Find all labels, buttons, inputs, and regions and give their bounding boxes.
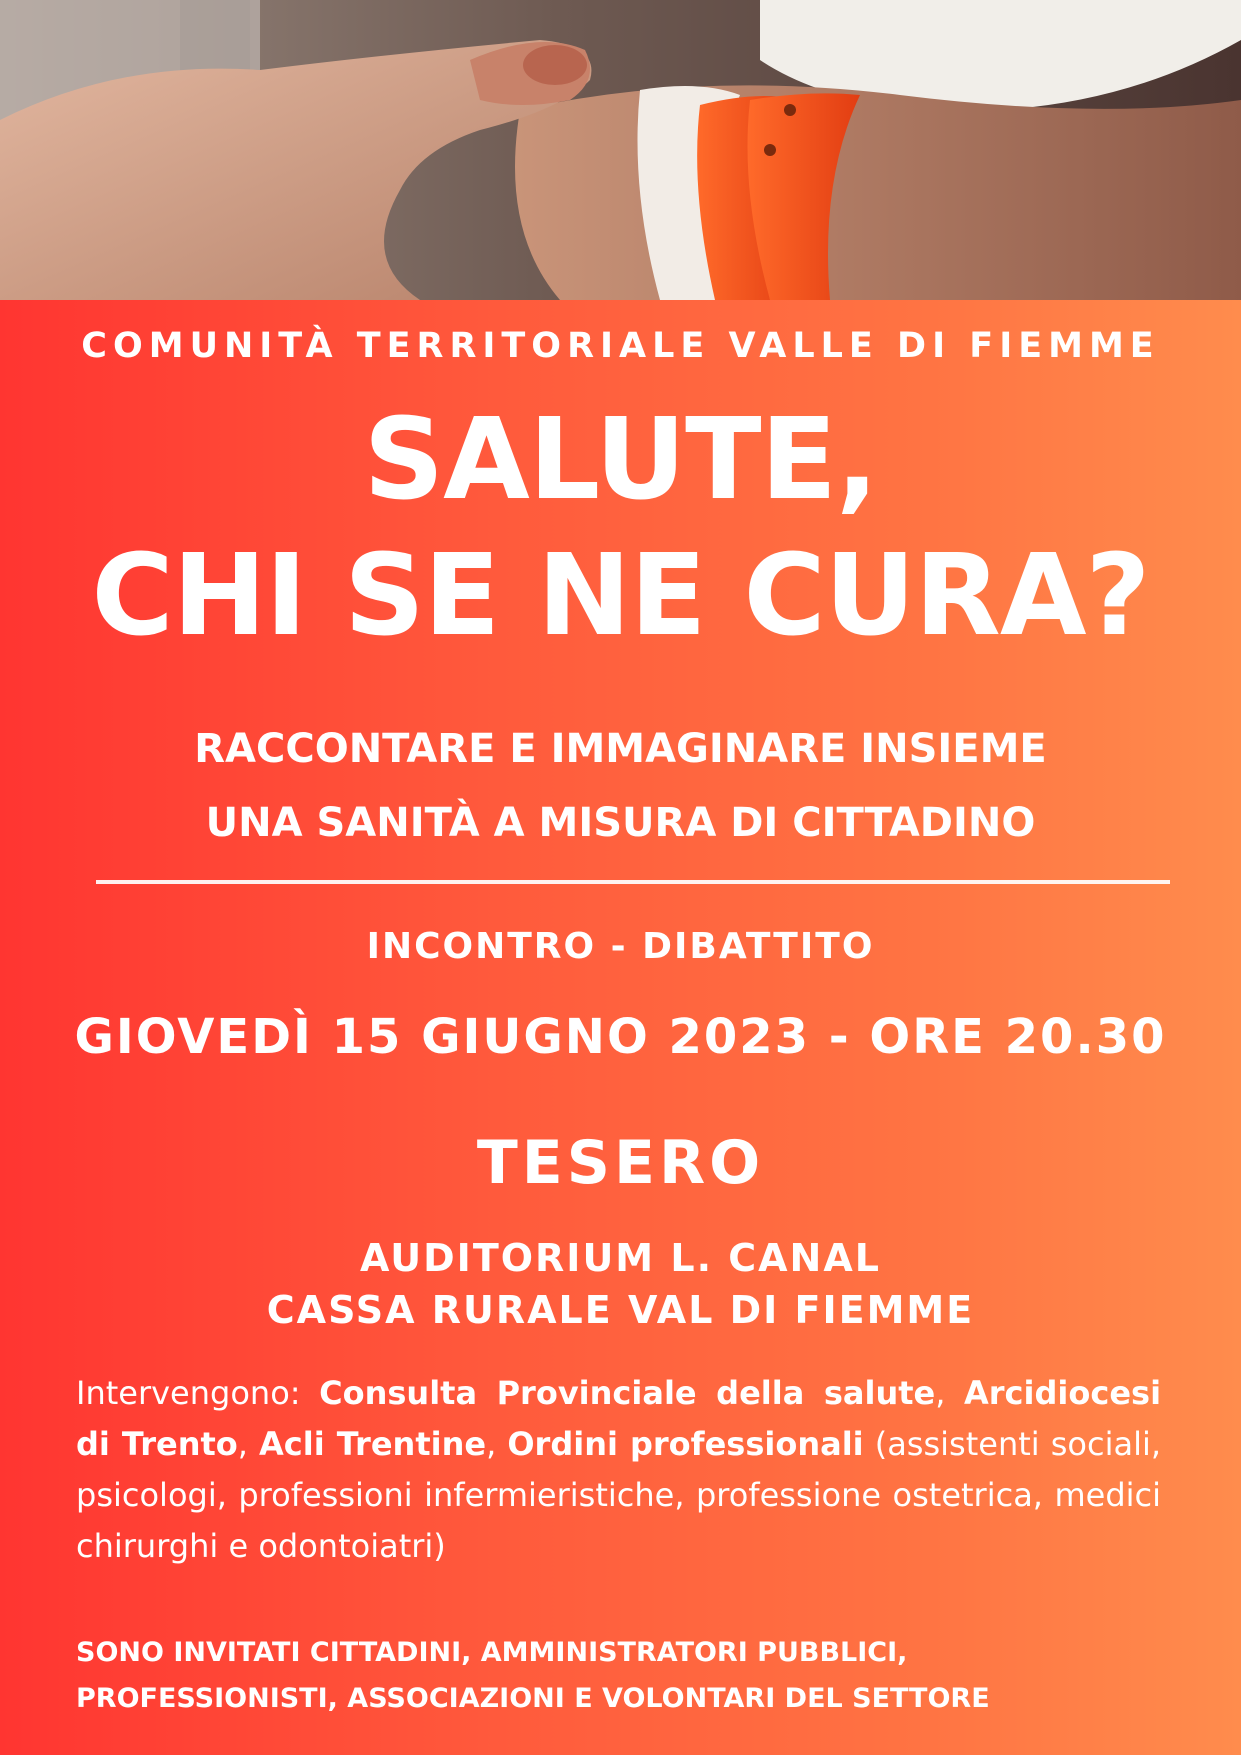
venue-line-2: CASSA RURALE VAL DI FIEMME — [266, 1288, 975, 1332]
venue-line-1: AUDITORIUM L. CANAL — [360, 1236, 881, 1280]
event-datetime: GIOVEDÌ 15 GIUGNO 2023 - ORE 20.30 — [74, 1009, 1167, 1065]
invite-line-1: SONO INVITATI CITTADINI, AMMINISTRATORI PUBBLICI, — [76, 1637, 908, 1668]
invitation-note — [76, 1630, 1176, 1722]
speakers-separator: , — [486, 1425, 508, 1463]
invite-line-2: PROFESSIONISTI, ASSOCIAZIONI E VOLONTARI DEL SETTORE — [76, 1683, 990, 1714]
speaker-consulta: Consulta Provinciale della salute — [319, 1374, 936, 1412]
speaker-acli: Acli Trentine — [259, 1425, 487, 1463]
event-city: TESERO — [476, 1128, 765, 1198]
subtitle — [0, 712, 1241, 860]
speakers-details: (assistenti sociali, psicologi, professioni infermieristiche, professione ostetrica, medici chirurghi e odontoiatri) — [76, 1425, 1162, 1565]
title-line-1: SALUTE, — [363, 395, 878, 525]
speakers-separator: , — [935, 1374, 964, 1412]
speaker-arcidiocesi: Arcidiocesi di Trento — [76, 1374, 1162, 1463]
title-line-2: CHI SE NE CURA? — [91, 531, 1150, 661]
speakers-intro: Intervengono: — [76, 1374, 320, 1412]
hospital-wristband-photo — [0, 0, 1241, 300]
event-type: INCONTRO - DIBATTITO — [366, 926, 875, 967]
speakers-separator: , — [237, 1425, 260, 1463]
speakers-paragraph — [76, 1368, 1161, 1572]
organization-name: COMUNITÀ TERRITORIALE VALLE DI FIEMME — [81, 326, 1160, 366]
subtitle-line-1: RACCONTARE E IMMAGINARE INSIEME — [194, 726, 1047, 772]
content-panel — [0, 300, 1241, 1755]
main-title — [0, 392, 1241, 664]
event-venue — [0, 1232, 1241, 1336]
subtitle-line-2: UNA SANITÀ A MISURA DI CITTADINO — [205, 800, 1036, 846]
header-photo — [0, 0, 1241, 300]
divider — [96, 880, 1170, 884]
speaker-ordini: Ordini professionali — [507, 1425, 864, 1463]
